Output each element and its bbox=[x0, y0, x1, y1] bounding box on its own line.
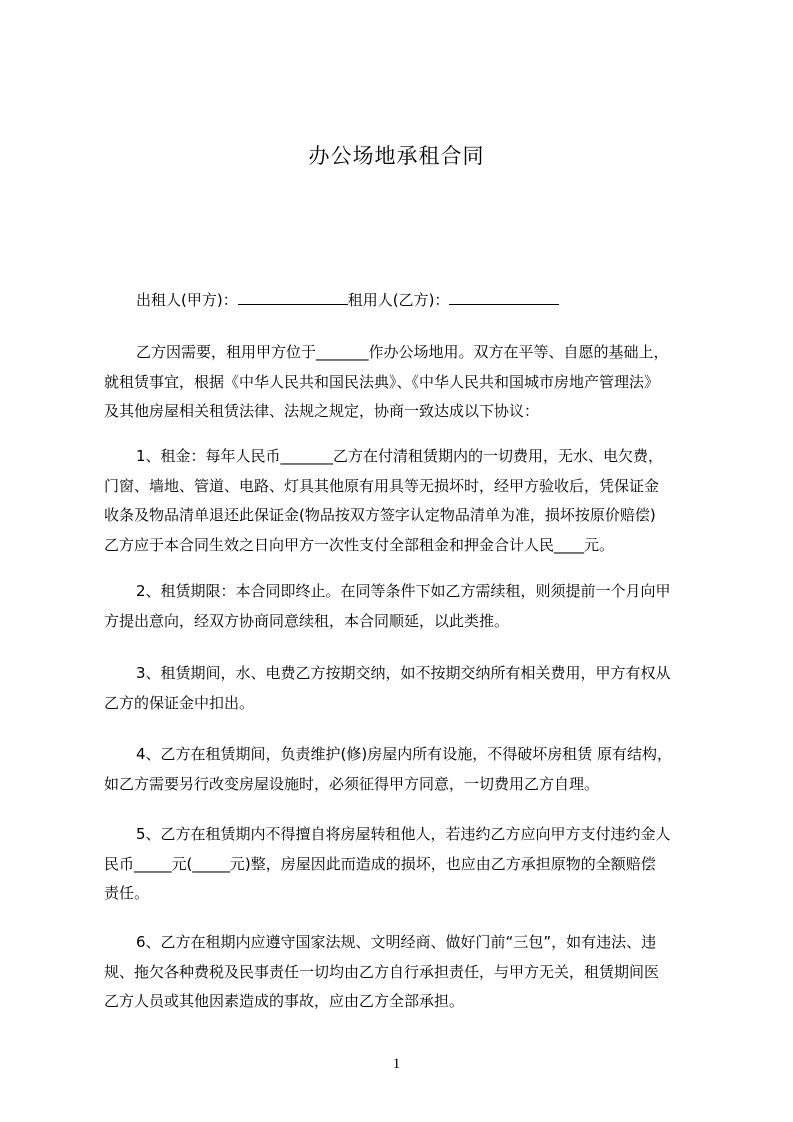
paragraph-line: 5、乙方在租赁期内不得擅自将房屋转租他人，若违约乙方应向甲方支付违约金人 bbox=[136, 825, 671, 843]
lessor-label: 出租人(甲方)： bbox=[136, 291, 238, 309]
paragraph-line: 2、租赁期限：本合同即终止。在同等条件下如乙方需续租，则须提前一个月向甲 bbox=[136, 582, 671, 600]
paragraph-line: 民币_____元(_____元)整，房屋因此而造成的损坏，也应由乙方承担原物的全额赔偿 bbox=[104, 854, 656, 873]
paragraph-line: 3、租赁期间，水、电费乙方按期交纳，如不按期交纳所有相关费用，甲方有权从 bbox=[136, 664, 671, 682]
paragraph-line: 就租赁事宜，根据《中华人民共和国民法典》、《中华人民共和国城市房地产管理法》 bbox=[104, 372, 660, 391]
paragraph-line: 乙方因需要，租用甲方位于_______作办公场地用。双方在平等、自愿的基础上， bbox=[136, 343, 669, 361]
lessee-blank bbox=[449, 289, 559, 305]
paragraph-line: 1、租金：每年人民币_______乙方在付清租赁期内的一切费用，无水、电欠费， bbox=[136, 447, 664, 465]
paragraph-line: 乙方应于本合同生效之日向甲方一次性支付全部租金和押金合计人民____元。 bbox=[104, 535, 615, 554]
paragraph-line: 门窗、墙地、管道、电路、灯具其他原有用具等无损坏时，经甲方验收后，凭保证金 bbox=[104, 476, 660, 495]
clause-6-compliance bbox=[104, 928, 712, 1017]
clause-2-term bbox=[104, 577, 712, 636]
parties-line bbox=[136, 288, 559, 312]
clause-4-maintenance bbox=[104, 740, 712, 799]
paragraph-line: 如乙方需要另行改变房屋设施时，必须征得甲方同意，一切费用乙方自理。 bbox=[104, 774, 600, 793]
paragraph-line: 4、乙方在租赁期间，负责维护(修)房屋内所有设施，不得破坏房租赁 原有结构， bbox=[136, 745, 673, 763]
lessee-label: 租用人(乙方)： bbox=[347, 291, 450, 309]
paragraph-line: 规、拖欠各种费税及民事责任一切均由乙方自行承担责任，与甲方无关，租赁期间医 bbox=[104, 962, 660, 981]
paragraph-line: 6、乙方在租期内应遵守国家法规、文明经商、做好门前“三包”，如有违法、违 bbox=[136, 933, 657, 951]
paragraph-line: 乙方的保证金中扣出。 bbox=[104, 693, 255, 712]
preamble-paragraph bbox=[104, 338, 712, 427]
lessor-blank bbox=[238, 289, 348, 305]
clause-3-utilities bbox=[104, 659, 712, 718]
clause-5-sublet bbox=[104, 820, 712, 909]
paragraph-line: 乙方人员或其他因素造成的事故，应由乙方全部承担。 bbox=[104, 992, 465, 1010]
contract-title: 办公场地承租合同 bbox=[308, 144, 485, 168]
page-number: 1 bbox=[392, 1056, 401, 1072]
paragraph-line: 方提出意向，经双方协商同意续租，本合同顺延，以此类推。 bbox=[104, 611, 510, 630]
paragraph-line: 收条及物品清单退还此保证金(物品按双方签字认定物品清单为准，损坏按原价赔偿) bbox=[104, 506, 656, 524]
paragraph-line: 及其他房屋相关租赁法律、法规之规定，协商一致达成以下协议： bbox=[104, 402, 540, 420]
clause-1-rent bbox=[104, 442, 712, 560]
paragraph-line: 责任。 bbox=[104, 884, 150, 902]
